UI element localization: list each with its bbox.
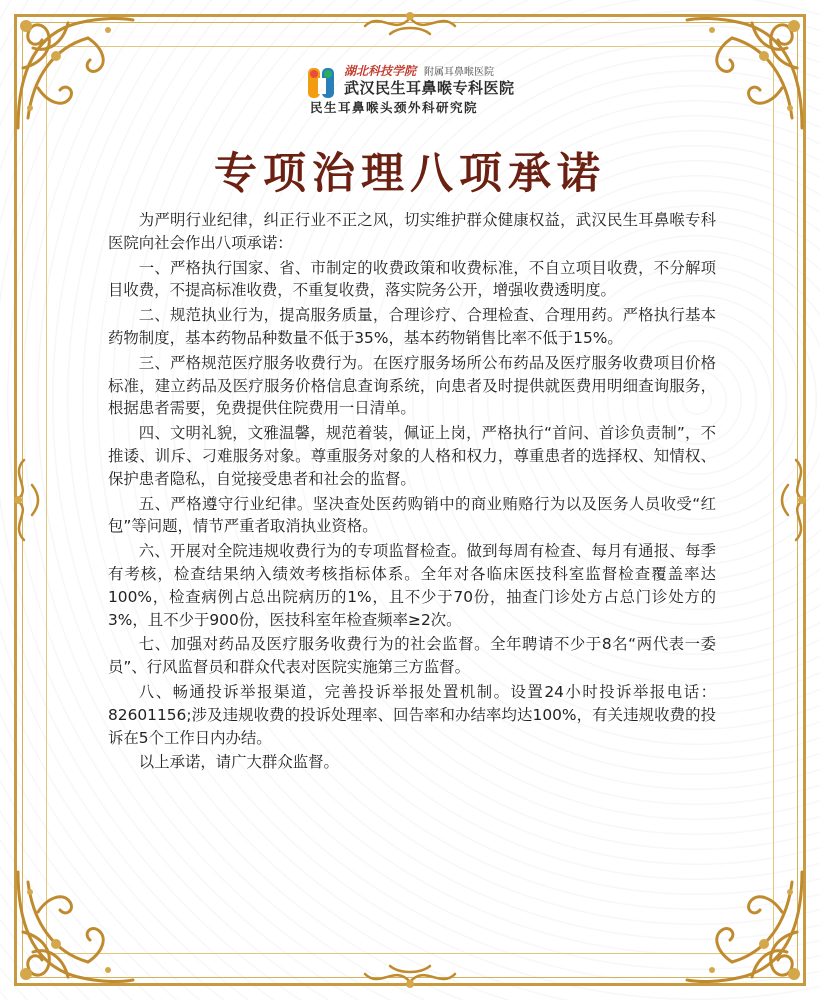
- affiliation-label: 附属耳鼻喉医院: [424, 67, 494, 78]
- hospital-logo-header: [306, 62, 516, 116]
- bottom-ornament-icon: [360, 958, 460, 994]
- corner-ornament-icon: [682, 862, 812, 992]
- school-name: 湖北科技学院: [344, 64, 417, 78]
- hospital-name: 武汉民生耳鼻喉专科医院: [344, 79, 515, 97]
- commitment-5: 五、严格遵守行业纪律。坚决查处医药购销中的商业贿赂行为以及医务人员收受“红包”等问题，情节严重者取消执业资格。: [108, 494, 716, 536]
- commitment-7: 七、加强对药品及医疗服务收费行为的社会监督。全年聘请不少于8名“两代表一委员”、行风监督员和群众代表对医院实施第三方监督。: [108, 635, 716, 677]
- commitment-2: 二、规范执业行为，提高服务质量，合理诊疗、合理检查、合理用药。严格执行基本药物制度，基本药物品种数量不低于35%，基本药物销售比率不低于15%。: [108, 306, 716, 347]
- side-ornament-icon: [4, 455, 44, 545]
- corner-ornament-icon: [8, 862, 138, 992]
- corner-ornament-icon: [682, 8, 812, 138]
- top-ornament-icon: [360, 6, 460, 42]
- page-title: 专项治理八项承诺: [214, 149, 606, 199]
- commitment-3: 三、严格规范医疗服务收费行为。在医疗服务场所公布药品及医疗服务收费项目价格标准，建立药品及医疗服务价格信息查询系统，向患者及时提供就医费用明细查询服务，根据患者需要，免费提供住院费用一日清单。: [108, 353, 716, 418]
- commitment-6: 六、开展对全院违规收费行为的专项监督检查。做到每周有检查、每月有通报、每季有考核，检查结果纳入绩效考核指标体系。全年对各临床医技科室监督检查覆盖率达100%，检查病例占总出院病历的1%，且不少于70份，抽查门诊处方占总门诊处方的3%，且不少于900份，医技科室年检查频率≥2次。: [108, 542, 716, 629]
- side-ornament-icon: [776, 455, 816, 545]
- commitment-8: 八、畅通投诉举报渠道，完善投诉举报处置机制。设置24小时投诉举报电话：82601156;涉及违规收费的投诉处理率、回告率和办结率均达100%，有关违规收费的投诉在5个工作日内办结。: [108, 682, 716, 747]
- corner-ornament-icon: [8, 8, 138, 138]
- commitment-body: [108, 209, 716, 776]
- hospital-logo-icon: [306, 64, 338, 102]
- commitment-4: 四、文明礼貌，文雅温馨，规范着装，佩证上岗，严格执行“首问、首诊负责制”，不推诿、训斥、刁难服务对象。尊重服务对象的人格和权力，尊重患者的选择权、知情权、保护患者隐私，自觉接受患者和社会的监督。: [108, 424, 716, 488]
- commitment-1: 一、严格执行国家、省、市制定的收费政策和收费标准，不自立项目收费，不分解项目收费，不提高标准收费，不重复收费，落实院务公开，增强收费透明度。: [108, 258, 716, 300]
- institute-name: 民生耳鼻喉头颈外科研究院: [310, 100, 479, 115]
- intro-paragraph: 为严明行业纪律，纠正行业不正之风，切实维护群众健康权益，武汉民生耳鼻喉专科医院向社会作出八项承诺：: [108, 211, 716, 252]
- closing-paragraph: 以上承诺，请广大群众监督。: [138, 753, 339, 772]
